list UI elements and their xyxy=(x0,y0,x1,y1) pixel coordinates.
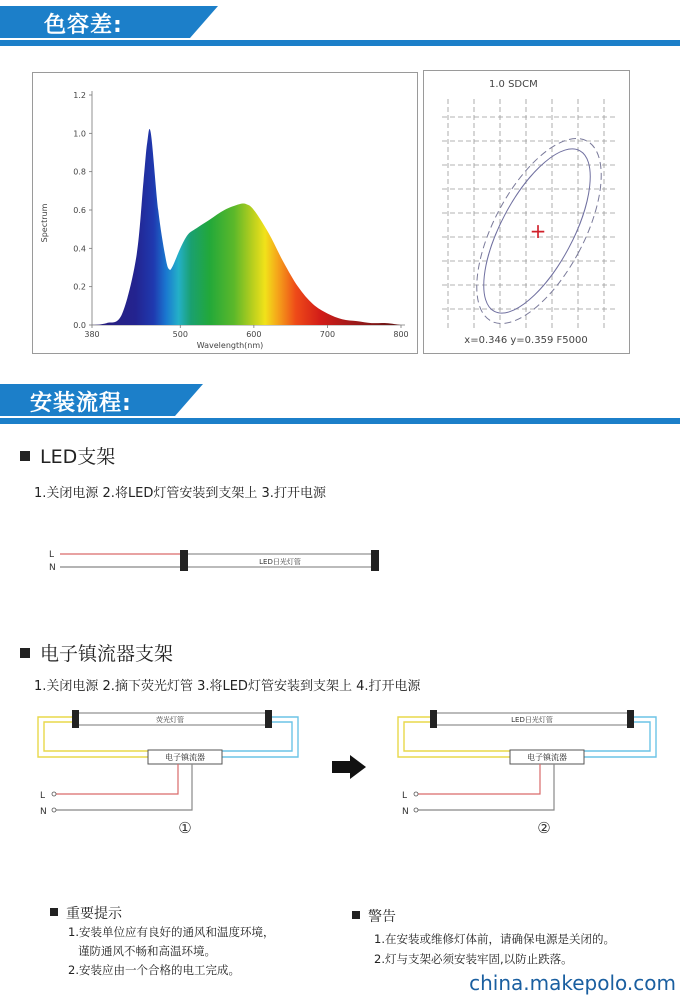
ballast-diagram-after xyxy=(392,702,672,842)
warning-title xyxy=(352,906,396,926)
square-bullet-icon xyxy=(20,451,30,461)
y-tick-label: 0.2 xyxy=(73,282,86,292)
square-bullet-icon xyxy=(352,911,360,919)
sdcm-title: 1.0 SDCM xyxy=(489,79,538,90)
tube-label: LED日光灯管 xyxy=(259,558,301,566)
section-title: 色容差: xyxy=(44,13,123,38)
tube-end-cap-right xyxy=(371,550,379,571)
right-arrow-icon xyxy=(330,753,370,781)
watermark: china.makepolo.com xyxy=(469,971,676,995)
ballast-bracket-steps: 1.关闭电源 2.摘下荧光灯管 3.将LED灯管安装到支架上 4.打开电源 xyxy=(34,679,421,694)
sdcm-grid xyxy=(442,99,616,329)
sdcm-chart-panel xyxy=(423,70,630,354)
led-bracket-steps: 1.关闭电源 2.将LED灯管安装到支架上 3.打开电源 xyxy=(34,486,326,501)
y-tick-label: 0.6 xyxy=(73,206,86,215)
x-tick-label: 800 xyxy=(393,330,409,339)
important-notes-title xyxy=(50,903,122,923)
neutral-label: N xyxy=(49,563,56,573)
live-label: L xyxy=(402,791,408,801)
important-note-line: 2.安装应由一个合格的电工完成。 xyxy=(68,963,240,977)
live-label: L xyxy=(40,791,46,801)
x-tick-label: 380 xyxy=(84,330,100,339)
neutral-label: N xyxy=(40,807,47,817)
y-tick-label: 0.8 xyxy=(73,167,86,177)
note-title-text: 重要提示 xyxy=(66,906,122,922)
sdcm-chart xyxy=(424,71,629,353)
ballast-label: 电子镇流器 xyxy=(165,753,205,762)
tube-end-cap-left xyxy=(72,710,79,728)
x-tick-label: 700 xyxy=(319,330,336,339)
step-number-1: ① xyxy=(178,819,192,837)
sdcm-caption: x=0.346 y=0.359 F5000 xyxy=(464,335,588,346)
section-title: 安装流程: xyxy=(30,391,132,416)
spectrum-xlabel: Wavelength(nm) xyxy=(196,341,264,350)
live-wire xyxy=(56,764,178,794)
heading-text: 电子镇流器支架 xyxy=(40,643,174,665)
sdcm-center-marker: + xyxy=(529,219,547,243)
led-bracket-heading xyxy=(20,442,115,469)
y-tick-label: 1.2 xyxy=(73,91,86,100)
warning-line: 2.灯与支架必须安装牢固,以防止跌落。 xyxy=(374,952,573,966)
important-note-line: 1.安装单位应有良好的通风和温度环境， xyxy=(68,925,275,939)
neutral-wire xyxy=(418,764,554,810)
y-tick-label: 0.0 xyxy=(73,321,86,330)
spectrum-area xyxy=(92,129,401,325)
tube-label: 荧光灯管 xyxy=(156,716,184,724)
section-banner-install-process xyxy=(0,384,680,424)
important-note-line: 谨防通风不畅和高温环境。 xyxy=(78,944,216,958)
note-title-text: 警告 xyxy=(368,909,396,925)
warning-line: 1.在安装或维修灯体前，请确保电源是关闭的。 xyxy=(374,932,615,946)
y-tick-label: 1.0 xyxy=(73,129,86,139)
x-tick-label: 600 xyxy=(246,330,262,339)
neutral-wire xyxy=(56,764,192,810)
spectrum-chart-panel xyxy=(32,72,418,354)
square-bullet-icon xyxy=(50,908,58,916)
tube-end-cap-left xyxy=(430,710,437,728)
ballast-diagram-before xyxy=(30,702,310,842)
ballast-label: 电子镇流器 xyxy=(527,753,567,762)
banner-line xyxy=(0,40,680,46)
spectrum-chart xyxy=(33,73,417,353)
neutral-label: N xyxy=(402,807,409,817)
step-number-2: ② xyxy=(537,819,551,837)
tube-label: LED日光灯管 xyxy=(511,716,553,724)
live-label: L xyxy=(49,550,55,560)
section-banner-color-tolerance xyxy=(0,6,680,46)
heading-text: LED支架 xyxy=(40,446,116,468)
banner-line xyxy=(0,418,680,424)
live-wire xyxy=(418,764,540,794)
ballast-bracket-heading xyxy=(20,639,173,666)
led-bracket-diagram xyxy=(40,540,400,580)
spectrum-ylabel: Spectrum xyxy=(40,203,49,243)
tube-end-cap-right xyxy=(265,710,272,728)
tube-end-cap-right xyxy=(627,710,634,728)
x-tick-label: 500 xyxy=(172,330,188,339)
square-bullet-icon xyxy=(20,648,30,658)
y-tick-label: 0.4 xyxy=(73,244,86,254)
tube-end-cap-left xyxy=(180,550,188,571)
